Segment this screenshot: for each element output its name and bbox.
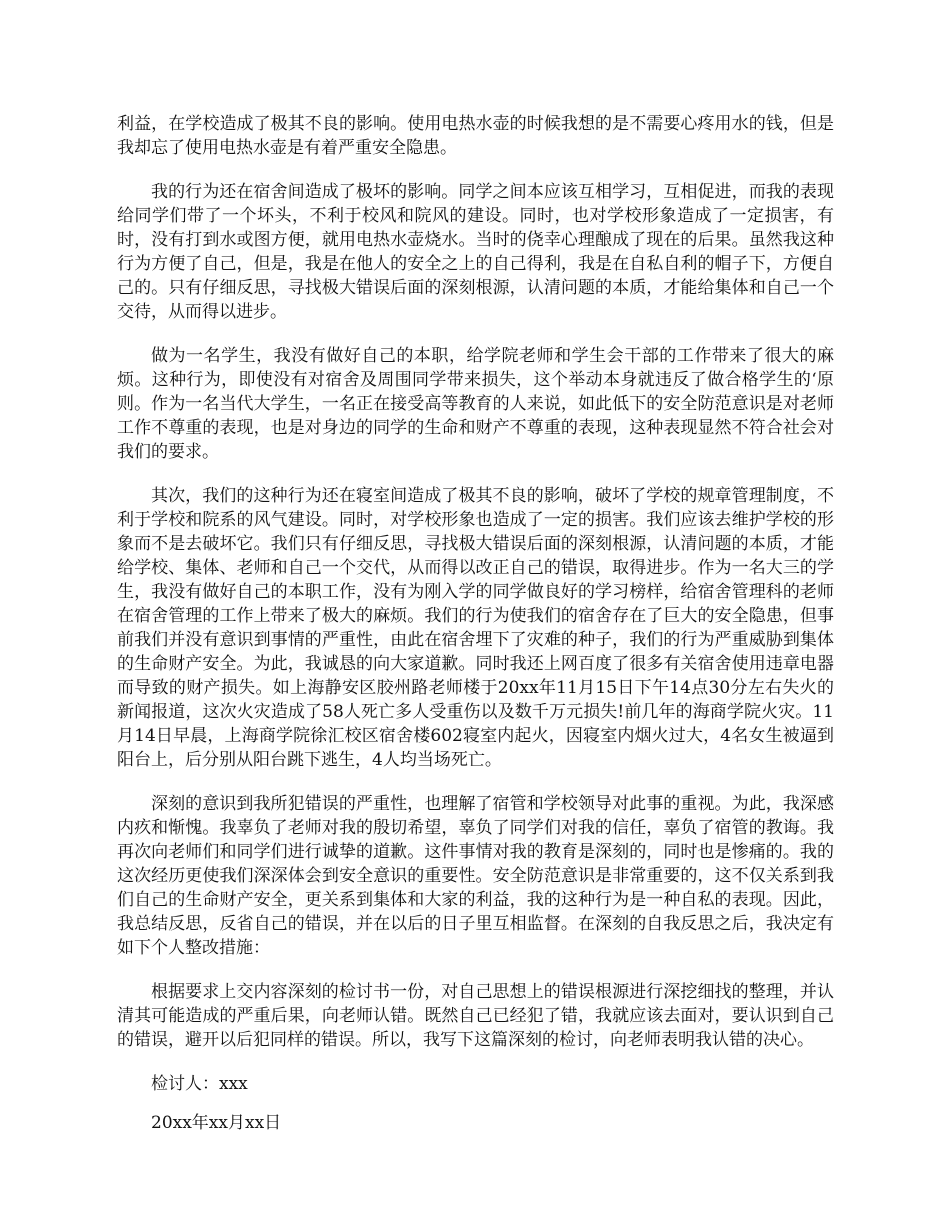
date-line: 20xx年xx月xx日 <box>151 1113 282 1133</box>
paragraph-6: 根据要求上交内容深刻的检讨书一份，对自己思想上的错误根源进行深挖细找的整理，并认清其可能造成的严重后果，向老师认错。既然自己已经犯了错，我就应该去面对，要认识到自己的错误，避开以后犯同样的错误。所以，我写下这篇深刻的检讨，向老师表明我认错的决心。 <box>117 982 834 1050</box>
paragraph-1: 利益，在学校造成了极其不良的影响。使用电热水壶的时候我想的是不需要心疼用水的钱，但是我却忘了使用电热水壶是有着严重安全隐患。 <box>117 114 834 158</box>
paragraph-5: 深刻的意识到我所犯错误的严重性，也理解了宿管和学校领导对此事的重视。为此，我深感内疚和惭愧。我辜负了老师对我的殷切希望，辜负了同学们对我的信任，辜负了宿管的教诲。我再次向老师们和同学们进行诚挚的道歉。这件事情对我的教育是深刻的，同时也是惨痛的。我的这次经历更使我们深深体会到安全意识的重要性。安全防范意识是非常重要的，这不仅关系到我们自己的生命财产安全，更关系到集体和大家的利益，我的这种行为是一种自私的表现。因此，我总结反思，反省自己的错误，并在以后的日子里互相监督。在深刻的自我反思之后，我决定有如下个人整改措施： <box>117 794 834 958</box>
paragraph-4: 其次，我们的这种行为还在寝室间造成了极其不良的影响，破坏了学校的规章管理制度，不利于学校和院系的风气建设。同时，对学校形象也造成了一定的损害。我们应该去维护学校的形象而不是去破坏它。我们只有仔细反思，寻找极大错误后面的深刻根源，认清问题的本质，才能给学校、集体、老师和自己一个交代，从而得以改正自己的错误，取得进步。作为一名大三的学生，我没有做好自己的本职工作，没有为刚入学的同学做良好的学习榜样，给宿舍管理科的老师在宿舍管理的工作上带来了极大的麻烦。我们的行为使我们的宿舍存在了巨大的安全隐患，但事前我们并没有意识到事情的严重性，由此在宿舍埋下了灾难的种子，我们的行为严重威胁到集体的生命财产安全。为此，我诚恳的向大家道歉。同时我还上网百度了很多有关宿舍使用违章电器而导致的财产损失。如上海静安区胶州路老师楼于20xx年11月15日下午14点30分左右失火的新闻报道，这次火灾造成了58人死亡多人受重伤以及数千万元损失!前几年的海商学院火灾。11月14日早晨，上海商学院徐汇校区宿舍楼602寝室内起火，因寝室内烟火过大，4名女生被逼到阳台上，后分别从阳台跳下逃生，4人均当场死亡。 <box>117 486 834 770</box>
paragraph-3: 做为一名学生，我没有做好自己的本职，给学院老师和学生会干部的工作带来了很大的麻烦。这种行为，即使没有对宿舍及周围同学带来损失，这个举动本身就违反了做合格学生的‘原则。作为一名当代大学生，一名正在接受高等教育的人来说，如此低下的安全防范意识是对老师工作不尊重的表现，也是对身边的同学的生命和财产不尊重的表现，这种表现显然不符合社会对我们的要求。 <box>117 346 834 462</box>
paragraph-2: 我的行为还在宿舍间造成了极坏的影响。同学之间本应该互相学习，互相促进，而我的表现给同学们带了一个坏头，不利于校风和院风的建设。同时，也对学校形象造成了一定损害，有时，没有打到水或图方便，就用电热水壶烧水。当时的侥幸心理酿成了现在的后果。虽然我这种行为方便了自己，但是，我是在他人的安全之上的自己得利，我是在自私自利的帽子下，方便自己的。只有仔细反思，寻找极大错误后面的深刻根源，认清问题的本质，才能给集体和自己一个交待，从而得以进步。 <box>117 182 834 322</box>
signer-line: 检讨人：xxx <box>151 1074 248 1094</box>
document-body <box>117 112 834 1150</box>
